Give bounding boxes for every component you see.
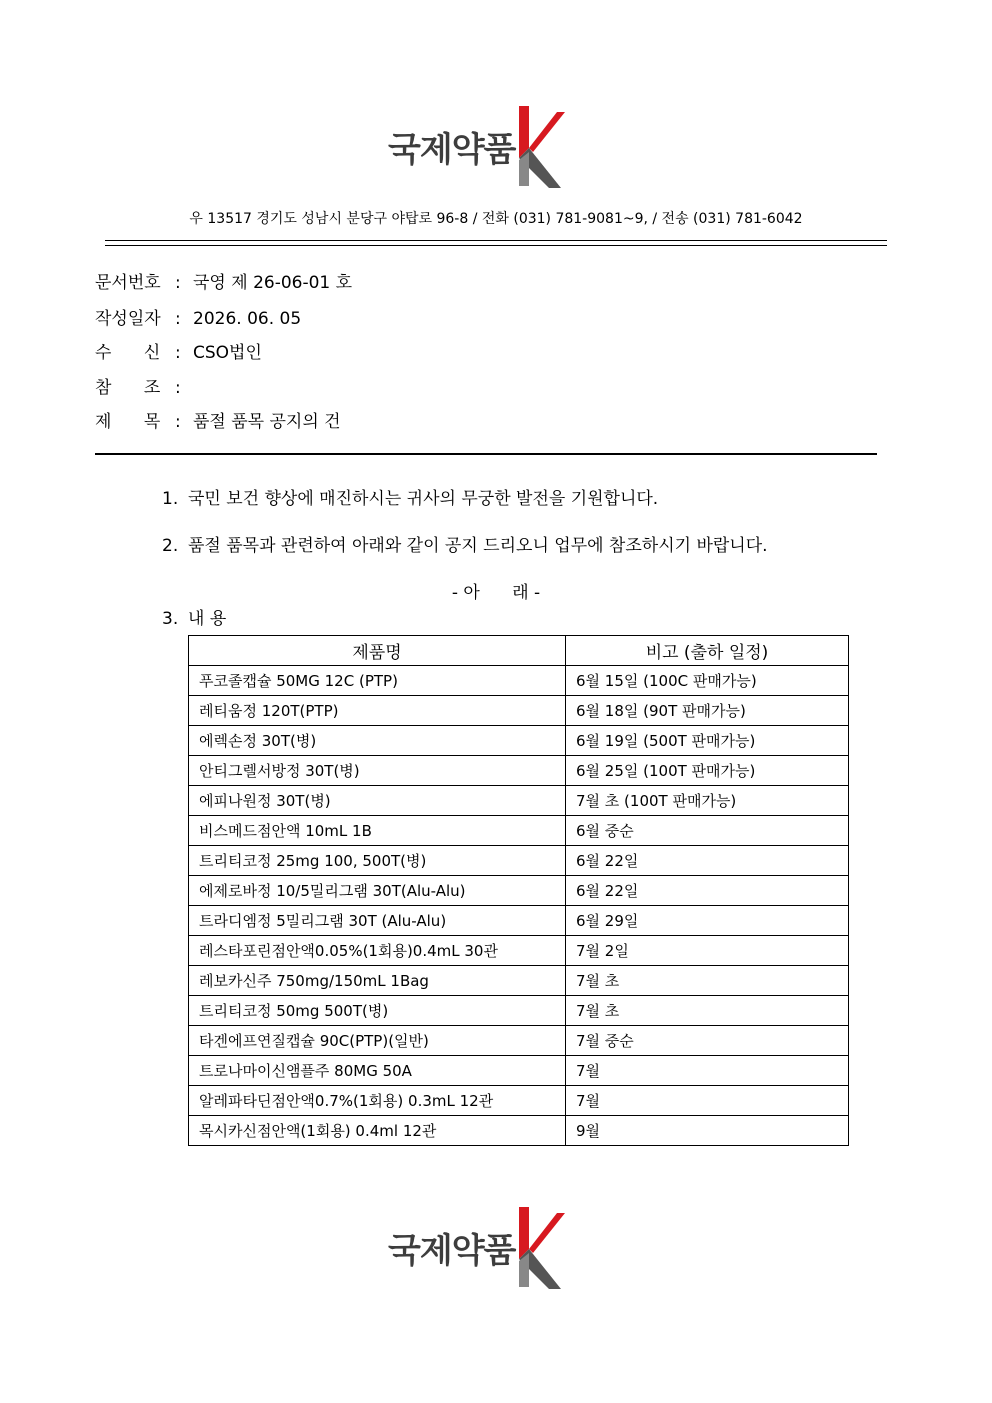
table-row xyxy=(189,1086,849,1116)
table-row xyxy=(189,996,849,1026)
paragraph-1: 1. 국민 보건 향상에 매진하시는 귀사의 무궁한 발전을 기원합니다. xyxy=(162,489,659,509)
remarks-cell: 7월 xyxy=(566,1056,849,1086)
table-row xyxy=(189,966,849,996)
remarks-cell: 6월 19일 (500T 판매가능) xyxy=(566,726,849,756)
table-row xyxy=(189,846,849,876)
table-row xyxy=(189,756,849,786)
table-row xyxy=(189,906,849,936)
product-name-cell: 푸코졸캡슐 50MG 12C (PTP) xyxy=(189,666,566,696)
subject-value: 품절 품목 공지의 건 xyxy=(193,412,341,432)
company-logo-footer xyxy=(388,1205,608,1289)
doc-number-value: 국영 제 26-06-01 호 xyxy=(193,273,353,293)
table-row xyxy=(189,666,849,696)
meta-date: 작성일자 : 2026. 06. 05 xyxy=(95,309,302,329)
logo-k-mark-icon xyxy=(517,1205,565,1289)
remarks-cell: 9월 xyxy=(566,1116,849,1146)
product-name-cell: 안티그렐서방정 30T(병) xyxy=(189,756,566,786)
logo-text: 국제약품 xyxy=(388,129,516,170)
remarks-cell: 6월 15일 (100C 판매가능) xyxy=(566,666,849,696)
remarks-cell: 6월 25일 (100T 판매가능) xyxy=(566,756,849,786)
remarks-cell: 7월 2일 xyxy=(566,936,849,966)
product-name-cell: 트리티코정 50mg 500T(병) xyxy=(189,996,566,1026)
remarks-cell: 6월 중순 xyxy=(566,816,849,846)
out-of-stock-table xyxy=(188,635,849,1146)
paragraph-2: 2. 품절 품목과 관련하여 아래와 같이 공지 드리오니 업무에 참조하시기 바랍니다. xyxy=(162,536,768,556)
meta-subject: 제 목 : 품절 품목 공지의 건 xyxy=(95,412,341,432)
remarks-cell: 7월 xyxy=(566,1086,849,1116)
table-row xyxy=(189,936,849,966)
header-divider xyxy=(105,240,887,246)
product-name-cell: 비스메드점안액 10mL 1B xyxy=(189,816,566,846)
product-name-cell: 트리티코정 25mg 100, 500T(병) xyxy=(189,846,566,876)
remarks-cell: 6월 22일 xyxy=(566,876,849,906)
table-row xyxy=(189,1026,849,1056)
company-address: 우 13517 경기도 성남시 분당구 야탑로 96-8 / 전화 (031) 781-9081~9, / 전송 (031) 781-6042 xyxy=(189,211,803,227)
header-product-name: 제품명 xyxy=(189,636,566,666)
product-name-cell: 에제로바정 10/5밀리그램 30T(Alu-Alu) xyxy=(189,876,566,906)
logo-k-mark-icon xyxy=(517,104,565,188)
logo-text: 국제약품 xyxy=(388,1230,516,1271)
product-name-cell: 목시카신점안액(1회용) 0.4ml 12관 xyxy=(189,1116,566,1146)
table-row xyxy=(189,1056,849,1086)
product-name-cell: 타겐에프연질캡슐 90C(PTP)(일반) xyxy=(189,1026,566,1056)
meta-recipient: 수 신 : CSO법인 xyxy=(95,343,262,363)
product-name-cell: 알레파타딘점안액0.7%(1회용) 0.3mL 12관 xyxy=(189,1086,566,1116)
subject-divider xyxy=(95,453,877,455)
product-name-cell: 레보카신주 750mg/150mL 1Bag xyxy=(189,966,566,996)
product-name-cell: 에렉손정 30T(병) xyxy=(189,726,566,756)
product-name-cell: 레스타포린점안액0.05%(1회용)0.4mL 30관 xyxy=(189,936,566,966)
remarks-cell: 6월 22일 xyxy=(566,846,849,876)
date-value: 2026. 06. 05 xyxy=(193,309,302,329)
product-name-cell: 에피나원정 30T(병) xyxy=(189,786,566,816)
table-header-row xyxy=(189,636,849,666)
below-heading: - 아 래 - xyxy=(451,583,541,603)
table-row xyxy=(189,786,849,816)
remarks-cell: 7월 중순 xyxy=(566,1026,849,1056)
table-row xyxy=(189,726,849,756)
remarks-cell: 6월 29일 xyxy=(566,906,849,936)
paragraph-3: 3. 내 용 xyxy=(162,609,227,629)
meta-reference: 참 조 : xyxy=(95,378,181,398)
table-row xyxy=(189,816,849,846)
remarks-cell: 7월 초 xyxy=(566,966,849,996)
header-remarks: 비고 (출하 일정) xyxy=(566,636,849,666)
meta-doc-number: 문서번호 : 국영 제 26-06-01 호 xyxy=(95,273,353,293)
remarks-cell: 6월 18일 (90T 판매가능) xyxy=(566,696,849,726)
remarks-cell: 7월 초 xyxy=(566,996,849,1026)
product-name-cell: 트라디엠정 5밀리그램 30T (Alu-Alu) xyxy=(189,906,566,936)
table-row xyxy=(189,696,849,726)
product-name-cell: 트로나마이신앰플주 80MG 50A xyxy=(189,1056,566,1086)
recipient-value: CSO법인 xyxy=(193,343,262,363)
remarks-cell: 7월 초 (100T 판매가능) xyxy=(566,786,849,816)
product-name-cell: 레티움정 120T(PTP) xyxy=(189,696,566,726)
table-row xyxy=(189,1116,849,1146)
table-row xyxy=(189,876,849,906)
company-logo xyxy=(388,104,608,188)
